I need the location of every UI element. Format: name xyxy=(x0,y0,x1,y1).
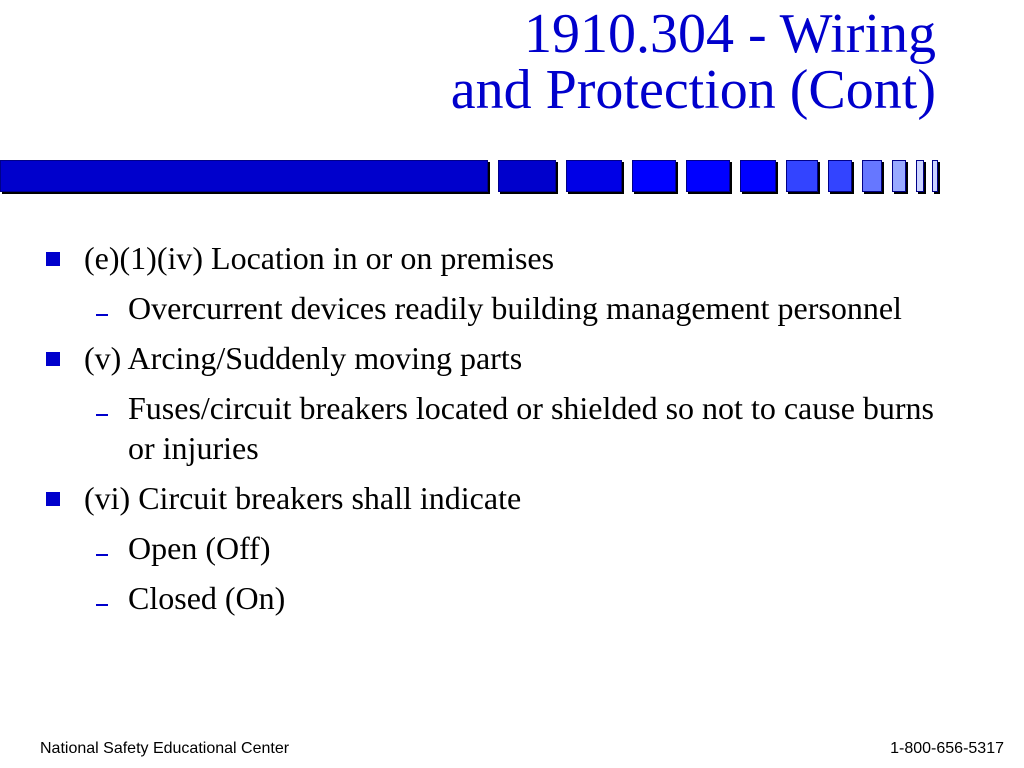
sub-bullet-text: Open (Off) xyxy=(128,530,271,566)
footer-phone: 1-800-656-5317 xyxy=(890,740,1004,757)
stripe-segment xyxy=(0,160,488,192)
bullet-item xyxy=(46,478,966,518)
slide-title-line-1: 1910.304 - Wiring xyxy=(523,3,936,65)
dash-bullet-icon xyxy=(96,414,108,416)
stripe-segment xyxy=(786,160,818,192)
bullet-text: (e)(1)(iv) Location in or on premises xyxy=(84,240,555,276)
bullet-text: (vi) Circuit breakers shall indicate xyxy=(84,480,522,516)
decorative-stripe xyxy=(0,160,940,196)
sub-bullet-item xyxy=(96,288,966,328)
bullet-text: (v) Arcing/Suddenly moving parts xyxy=(84,340,523,376)
stripe-segment xyxy=(932,160,938,192)
stripe-segment xyxy=(892,160,906,192)
sub-bullet-item xyxy=(96,388,966,468)
sub-bullet-item xyxy=(96,578,966,618)
bullet-item xyxy=(46,238,966,278)
stripe-segment xyxy=(498,160,556,192)
footer-organization: National Safety Educational Center xyxy=(40,740,290,757)
stripe-segment xyxy=(862,160,882,192)
slide-title xyxy=(450,3,936,121)
dash-bullet-icon xyxy=(96,554,108,556)
stripe-segment xyxy=(916,160,924,192)
dash-bullet-icon xyxy=(96,604,108,606)
sub-bullet-item xyxy=(96,528,966,568)
dash-bullet-icon xyxy=(96,314,108,316)
stripe-segment xyxy=(740,160,776,192)
square-bullet-icon xyxy=(46,252,60,266)
square-bullet-icon xyxy=(46,492,60,506)
sub-bullet-text: Fuses/circuit breakers located or shielded so not to cause burns or injuries xyxy=(128,390,934,466)
bullet-item xyxy=(46,338,966,378)
bullet-list xyxy=(46,228,966,618)
sub-bullet-text: Overcurrent devices readily building management personnel xyxy=(128,290,902,326)
stripe-segment xyxy=(632,160,676,192)
slide-title-line-2: and Protection (Cont) xyxy=(450,59,936,121)
stripe-segment xyxy=(686,160,730,192)
stripe-segment xyxy=(566,160,622,192)
stripe-segment xyxy=(828,160,852,192)
square-bullet-icon xyxy=(46,352,60,366)
sub-bullet-text: Closed (On) xyxy=(128,580,286,616)
